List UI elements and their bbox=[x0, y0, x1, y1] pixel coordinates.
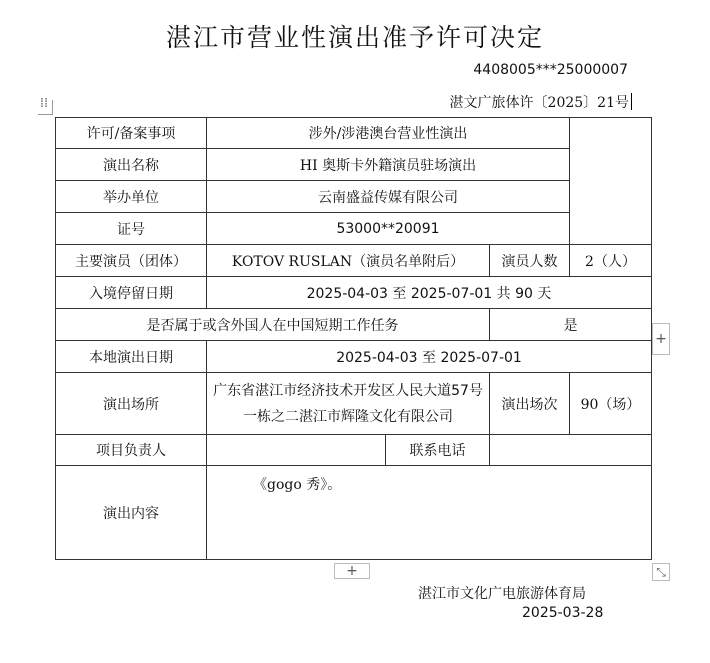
add-column-button[interactable]: + bbox=[652, 323, 670, 355]
local-date-value[interactable]: 2025-04-03 至 2025-07-01 bbox=[207, 341, 652, 373]
move-icon[interactable]: ⁞⁞ bbox=[39, 96, 49, 111]
resize-icon[interactable]: ⤡ bbox=[652, 563, 670, 581]
permit-number-text: 湛文广旅体许〔2025〕21号 bbox=[449, 95, 629, 111]
show-name-label: 演出名称 bbox=[56, 149, 207, 181]
manager-label: 项目负责人 bbox=[56, 435, 207, 466]
permit-number[interactable] bbox=[450, 92, 632, 112]
text-cursor bbox=[631, 93, 632, 110]
phone-label: 联系电话 bbox=[386, 435, 490, 466]
performers-value[interactable]: KOTOV RUSLAN（演员名单附后） bbox=[207, 245, 490, 277]
content-value[interactable]: 《gogo 秀》。 bbox=[207, 466, 652, 560]
venue-value[interactable]: 广东省湛江市经济技术开发区人民大道57号一栋之二湛江市辉隆文化有限公司 bbox=[207, 373, 490, 435]
matter-value[interactable]: 涉外/涉港澳台营业性演出 bbox=[207, 118, 570, 149]
stay-label: 入境停留日期 bbox=[56, 277, 207, 309]
short-term-label: 是否属于或含外国人在中国短期工作任务 bbox=[56, 309, 490, 341]
short-term-value[interactable]: 是 bbox=[490, 309, 652, 341]
performer-count-label: 演员人数 bbox=[490, 245, 570, 277]
organizer-label: 举办单位 bbox=[56, 181, 207, 213]
stay-value[interactable]: 2025-04-03 至 2025-07-01 共 90 天 bbox=[207, 277, 652, 309]
performer-count-value[interactable]: 2（人） bbox=[570, 245, 652, 277]
add-row-button[interactable]: + bbox=[334, 563, 370, 579]
issuer: 湛江市文化广电旅游体育局 bbox=[418, 586, 586, 602]
document-number: 4408005***25000007 bbox=[473, 62, 628, 78]
show-name-value[interactable]: HI 奥斯卡外籍演员驻场演出 bbox=[207, 149, 570, 181]
permit-table bbox=[55, 117, 652, 560]
sessions-value[interactable]: 90（场） bbox=[570, 373, 652, 435]
organizer-value[interactable]: 云南盛益传媒有限公司 bbox=[207, 181, 570, 213]
performers-label: 主要演员（团体） bbox=[56, 245, 207, 277]
manager-value[interactable] bbox=[207, 435, 386, 466]
matter-label: 许可/备案事项 bbox=[56, 118, 207, 149]
venue-label: 演出场所 bbox=[56, 373, 207, 435]
phone-value[interactable] bbox=[490, 435, 652, 466]
local-date-label: 本地演出日期 bbox=[56, 341, 207, 373]
content-label: 演出内容 bbox=[56, 466, 207, 560]
sessions-label: 演出场次 bbox=[490, 373, 570, 435]
blank-cell[interactable] bbox=[570, 118, 652, 245]
issue-date: 2025-03-28 bbox=[522, 605, 604, 621]
cert-label: 证号 bbox=[56, 213, 207, 245]
document-title: 湛江市营业性演出准予许可决定 bbox=[165, 23, 544, 52]
cert-value[interactable]: 53000**20091 bbox=[207, 213, 570, 245]
